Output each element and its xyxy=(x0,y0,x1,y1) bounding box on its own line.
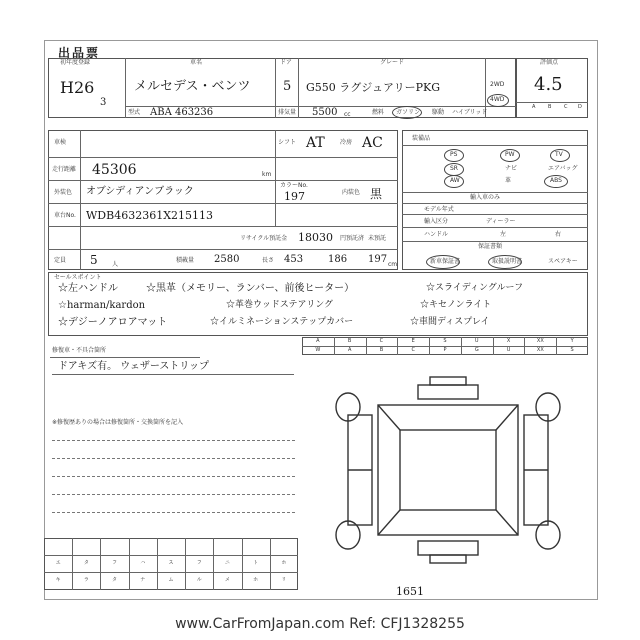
legend-cell: G xyxy=(474,347,479,353)
model-value: ABA 463236 xyxy=(150,107,214,118)
history-label: 車検 xyxy=(54,139,67,146)
sales-line1-c: ☆スライディングルーフ xyxy=(426,283,524,293)
legend-cell: S xyxy=(570,347,574,353)
legend-cell: B xyxy=(347,338,352,344)
score-label: 評価点 xyxy=(540,59,559,66)
width-value: 186 xyxy=(328,254,348,265)
ac-label: 冷房 xyxy=(340,139,353,146)
month-value: 3 xyxy=(100,97,107,108)
recycle-value: 18030 xyxy=(298,231,333,244)
car-front-bumper xyxy=(418,385,478,399)
grade-label: グレード xyxy=(380,59,405,66)
score-grade-d: D xyxy=(578,104,582,110)
legend-cell: C xyxy=(411,347,415,353)
ac-value: AC xyxy=(362,135,383,151)
equip-navi: ナビ xyxy=(505,165,518,172)
equip-pw: PW xyxy=(505,151,515,158)
repair-note: ドアキズ有。 ウェザーストリップ xyxy=(58,361,209,372)
repair-notice: ※修復歴ありの場合は修復箇所・交換箇所を記入 xyxy=(52,419,184,426)
model-year-label: モデル年式 xyxy=(424,206,454,213)
weight-label: 積載量 xyxy=(176,257,195,264)
legend-cell: XX xyxy=(536,347,544,353)
bottom-table-cell: キ xyxy=(55,577,61,583)
legend-cell: B xyxy=(379,347,384,353)
model-label: 型式 xyxy=(128,109,141,116)
score-grade-b: B xyxy=(548,104,552,110)
car-roof-outline xyxy=(400,430,496,510)
vin-value: WDB4632361X215113 xyxy=(86,209,214,222)
extras-label: 保証書類 xyxy=(478,243,503,250)
equip-airbag: エアバッグ xyxy=(548,165,578,172)
handle-label: ハンドル xyxy=(424,231,449,238)
maker-label: 車名 xyxy=(190,59,203,66)
bottom-table-cell: フ xyxy=(112,560,118,566)
color-code-label: カラーNo. xyxy=(280,182,308,189)
sales-line3-a: ☆デジーノアロアマット xyxy=(58,317,168,328)
repair-label: 修復車・不具合箇所 xyxy=(52,347,107,354)
height-value: 197 xyxy=(368,254,388,265)
bottom-table-cell: フ xyxy=(196,560,202,566)
bottom-table-cell: ニ xyxy=(224,560,230,566)
drive-value: ハイブリッド xyxy=(452,109,488,116)
sales-line2-c: ☆キセノンライト xyxy=(420,300,492,310)
bottom-table-cell: ト xyxy=(253,560,259,566)
fuel-label: 燃料 xyxy=(372,109,385,116)
car-body-outline xyxy=(378,405,518,535)
handle-right: 右 xyxy=(555,231,562,238)
score-value: 4.5 xyxy=(534,74,563,95)
bottom-table-cell: タ xyxy=(83,560,89,566)
equip-sr: SR xyxy=(450,165,458,172)
extras-manual: 新車保証書 xyxy=(430,258,461,265)
fuel-circle xyxy=(392,106,422,119)
color-label: 外装色 xyxy=(54,189,73,196)
score-grade-c: C xyxy=(564,104,568,110)
import-type-label: 輸入区分 xyxy=(424,218,449,225)
year-label: 初年度登録 xyxy=(60,59,91,66)
legend-cell: A xyxy=(347,347,352,353)
mileage-value: 45306 xyxy=(92,162,137,178)
drive-opt1: 2WD xyxy=(490,81,505,88)
import-dealer: ディーラー xyxy=(486,218,516,225)
sales-line3-c: ☆車間ディスプレイ xyxy=(410,317,490,327)
year-value: H26 xyxy=(60,78,95,97)
bottom-table-cell: ル xyxy=(196,577,202,583)
mileage-unit: km xyxy=(262,171,272,178)
bottom-table-cell: ホ xyxy=(281,560,287,566)
bottom-table-cell: メ xyxy=(224,577,230,583)
capacity-value: 5 xyxy=(90,253,98,267)
legend-cell: S xyxy=(443,338,447,344)
legend-cell: XX xyxy=(536,338,544,344)
handle-left: 左 xyxy=(500,231,507,238)
interior-value: 黒 xyxy=(370,187,383,201)
extras-spare: スペアキー xyxy=(548,258,578,265)
maker-value: メルセデス・ベンツ xyxy=(134,79,251,94)
equip-abs: ABS xyxy=(550,177,562,184)
legend-cell: U xyxy=(474,338,479,344)
car-diagram xyxy=(318,375,578,575)
drive-circle xyxy=(487,94,509,107)
sales-line2-a: ☆harman/kardon xyxy=(58,300,146,311)
bottom-table-cell: ラ xyxy=(83,577,89,583)
equip-aw: AW xyxy=(450,177,460,184)
legend-cell: W xyxy=(315,347,321,353)
dim-unit: cm xyxy=(388,261,398,268)
displacement-value: 5500 xyxy=(312,107,338,118)
sales-line1-a: ☆左ハンドル xyxy=(58,283,118,294)
sales-line3-b: ☆イルミネーションステップカバー xyxy=(210,317,354,327)
bottom-table-cell: ム xyxy=(168,577,174,583)
legend-cell: E xyxy=(411,338,415,344)
weight-value: 2580 xyxy=(214,254,240,265)
equipment-label: 装備品 xyxy=(412,135,431,142)
car-rear-bumper xyxy=(418,541,478,555)
bottom-table-cell: ハ xyxy=(140,560,146,566)
bottom-table-cell: リ xyxy=(281,577,287,583)
drive-opt2: 4WD xyxy=(490,96,505,103)
sales-line2-b: ☆革巻ウッドステアリング xyxy=(226,300,334,310)
color-code-value: 197 xyxy=(284,190,305,203)
shift-label: シフト xyxy=(278,139,297,146)
capacity-label: 定員 xyxy=(54,257,67,264)
displacement-label: 排気量 xyxy=(278,109,297,116)
legend-cell: X xyxy=(506,338,511,344)
fuel-value: ガソリン xyxy=(396,109,421,116)
sheet-title: 出品票 xyxy=(58,46,101,60)
mileage-label: 走行距離 xyxy=(52,166,77,173)
lot-number: 1651 xyxy=(396,585,424,598)
legend-cell: C xyxy=(379,338,384,344)
legend-cell: A xyxy=(316,338,320,344)
interior-label: 内装色 xyxy=(342,189,361,196)
score-grade-a: A xyxy=(532,104,536,110)
legend-cell: Y xyxy=(570,338,574,344)
footer-watermark: www.CarFromJapan.com Ref: CFJ1328255 xyxy=(175,616,465,632)
equip-ps: PS xyxy=(450,151,458,158)
import-label: 輸入車のみ xyxy=(470,194,501,201)
bottom-table-cell: ナ xyxy=(140,577,146,583)
recycle-note1: 円預託済 xyxy=(340,235,365,242)
color-value: オブシディアンブラック xyxy=(86,186,194,197)
legend-cell: U xyxy=(506,347,511,353)
bottom-table-cell: エ xyxy=(55,560,61,566)
equip-tv: TV xyxy=(555,151,563,158)
doors-label: ドア xyxy=(280,59,292,66)
equip-leather: 革 xyxy=(505,177,512,184)
bottom-table-cell: ホ xyxy=(253,577,259,583)
length-value: 453 xyxy=(284,254,304,265)
bottom-table-cell: ス xyxy=(168,560,174,566)
capacity-unit: 人 xyxy=(112,261,119,268)
length-label: 長さ xyxy=(262,257,275,264)
recycle-note2: 未預託 xyxy=(368,235,387,242)
doors-value: 5 xyxy=(283,79,292,94)
shift-value: AT xyxy=(306,135,325,151)
recycle-label: リサイクル預託金 xyxy=(240,235,288,242)
sales-line1-b: ☆黒革（メモリー、ランバー、前後ヒーター） xyxy=(146,283,355,294)
vin-label: 車台No. xyxy=(54,212,76,219)
grade-value: G550 ラグジュアリーPKG xyxy=(306,81,441,94)
extras-record: 取扱説明書 xyxy=(492,258,523,265)
displacement-unit: cc xyxy=(344,111,351,118)
sales-points-label: セールスポイント xyxy=(54,274,102,281)
legend-cell: P xyxy=(443,347,447,353)
bottom-table-cell: タ xyxy=(112,577,118,583)
drive-label: 駆動 xyxy=(432,109,445,116)
